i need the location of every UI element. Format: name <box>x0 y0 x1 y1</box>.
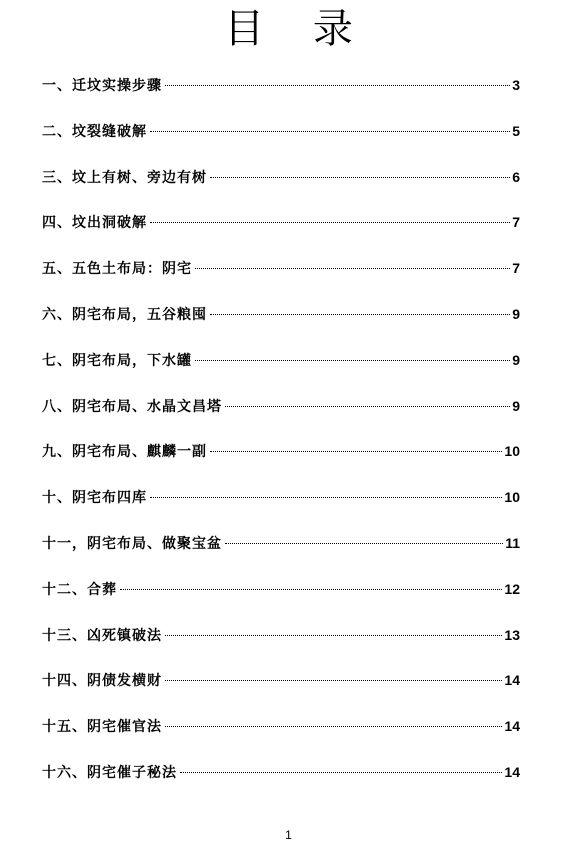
toc-entry-page[interactable]: 7 <box>512 260 520 277</box>
toc-entry[interactable] <box>42 622 520 668</box>
dot-leader <box>195 268 510 269</box>
toc-entry-title[interactable]: 三、坟上有树、旁边有树 <box>42 169 207 186</box>
toc-entry-page[interactable]: 10 <box>504 443 520 460</box>
toc-entry-title[interactable]: 二、坟裂缝破解 <box>42 123 147 140</box>
dot-leader <box>210 451 502 452</box>
dot-leader <box>165 680 502 681</box>
toc-entry[interactable] <box>42 530 520 576</box>
toc-entry-page[interactable]: 5 <box>512 122 520 139</box>
toc-entry[interactable] <box>42 484 520 530</box>
toc-entry-title[interactable]: 七、阴宅布局，下水罐 <box>42 352 192 369</box>
table-of-contents <box>42 72 520 805</box>
dot-leader <box>150 497 502 498</box>
dot-leader <box>195 360 510 361</box>
toc-entry-page[interactable]: 14 <box>504 763 520 780</box>
toc-entry[interactable] <box>42 576 520 622</box>
dot-leader <box>180 772 502 773</box>
toc-entry-page[interactable]: 13 <box>504 626 520 643</box>
toc-entry-title[interactable]: 八、阴宅布局、水晶文昌塔 <box>42 398 222 415</box>
footer-page-number: 1 <box>285 828 292 842</box>
toc-entry[interactable] <box>42 72 520 118</box>
dot-leader <box>150 222 510 223</box>
toc-entry-page[interactable]: 9 <box>512 351 520 368</box>
toc-entry[interactable] <box>42 209 520 255</box>
toc-entry-page[interactable]: 9 <box>512 305 520 322</box>
toc-entry-title[interactable]: 十四、阴债发横财 <box>42 673 162 690</box>
toc-entry-page[interactable]: 9 <box>512 397 520 414</box>
toc-entry-page[interactable]: 3 <box>512 77 520 93</box>
toc-entry[interactable] <box>42 438 520 484</box>
toc-entry[interactable] <box>42 759 520 805</box>
toc-entry-title[interactable]: 十一，阴宅布局、做聚宝盆 <box>42 535 222 552</box>
toc-entry[interactable] <box>42 164 520 210</box>
toc-entry-page[interactable]: 12 <box>504 580 520 597</box>
dot-leader <box>120 589 502 590</box>
toc-entry-title[interactable]: 一、迁坟实操步骤 <box>42 78 162 94</box>
dot-leader <box>165 85 510 86</box>
toc-entry-page[interactable]: 6 <box>512 168 520 185</box>
dot-leader <box>165 726 502 727</box>
dot-leader <box>225 543 503 544</box>
toc-entry-title[interactable]: 十、阴宅布四库 <box>42 490 147 507</box>
toc-entry-title[interactable]: 六、阴宅布局，五谷粮囤 <box>42 306 207 323</box>
toc-entry-page[interactable]: 7 <box>512 214 520 231</box>
toc-entry[interactable] <box>42 255 520 301</box>
dot-leader <box>225 406 510 407</box>
dot-leader <box>210 314 510 315</box>
toc-entry-title[interactable]: 十六、阴宅催子秘法 <box>42 764 177 781</box>
toc-entry-page[interactable]: 14 <box>504 672 520 689</box>
toc-entry[interactable] <box>42 713 520 759</box>
toc-entry-page[interactable]: 14 <box>504 718 520 735</box>
dot-leader <box>210 177 510 178</box>
toc-entry-page[interactable]: 11 <box>505 534 520 551</box>
toc-entry[interactable] <box>42 118 520 164</box>
toc-entry-page[interactable]: 10 <box>504 489 520 506</box>
toc-entry-title[interactable]: 九、阴宅布局、麒麟一副 <box>42 444 207 461</box>
toc-entry[interactable] <box>42 667 520 713</box>
toc-entry-title[interactable]: 五、五色土布局：阴宅 <box>42 261 192 278</box>
toc-entry[interactable] <box>42 301 520 347</box>
toc-entry-title[interactable]: 四、坟出洞破解 <box>42 215 147 232</box>
toc-entry-title[interactable]: 十二、合葬 <box>42 581 117 598</box>
dot-leader <box>165 635 502 636</box>
toc-entry-title[interactable]: 十五、阴宅催官法 <box>42 719 162 736</box>
toc-entry[interactable] <box>42 347 520 393</box>
dot-leader <box>150 131 510 132</box>
toc-entry-title[interactable]: 十三、凶死镇破法 <box>42 627 162 644</box>
toc-entry[interactable] <box>42 393 520 439</box>
page-title: 目 录 <box>224 6 371 52</box>
